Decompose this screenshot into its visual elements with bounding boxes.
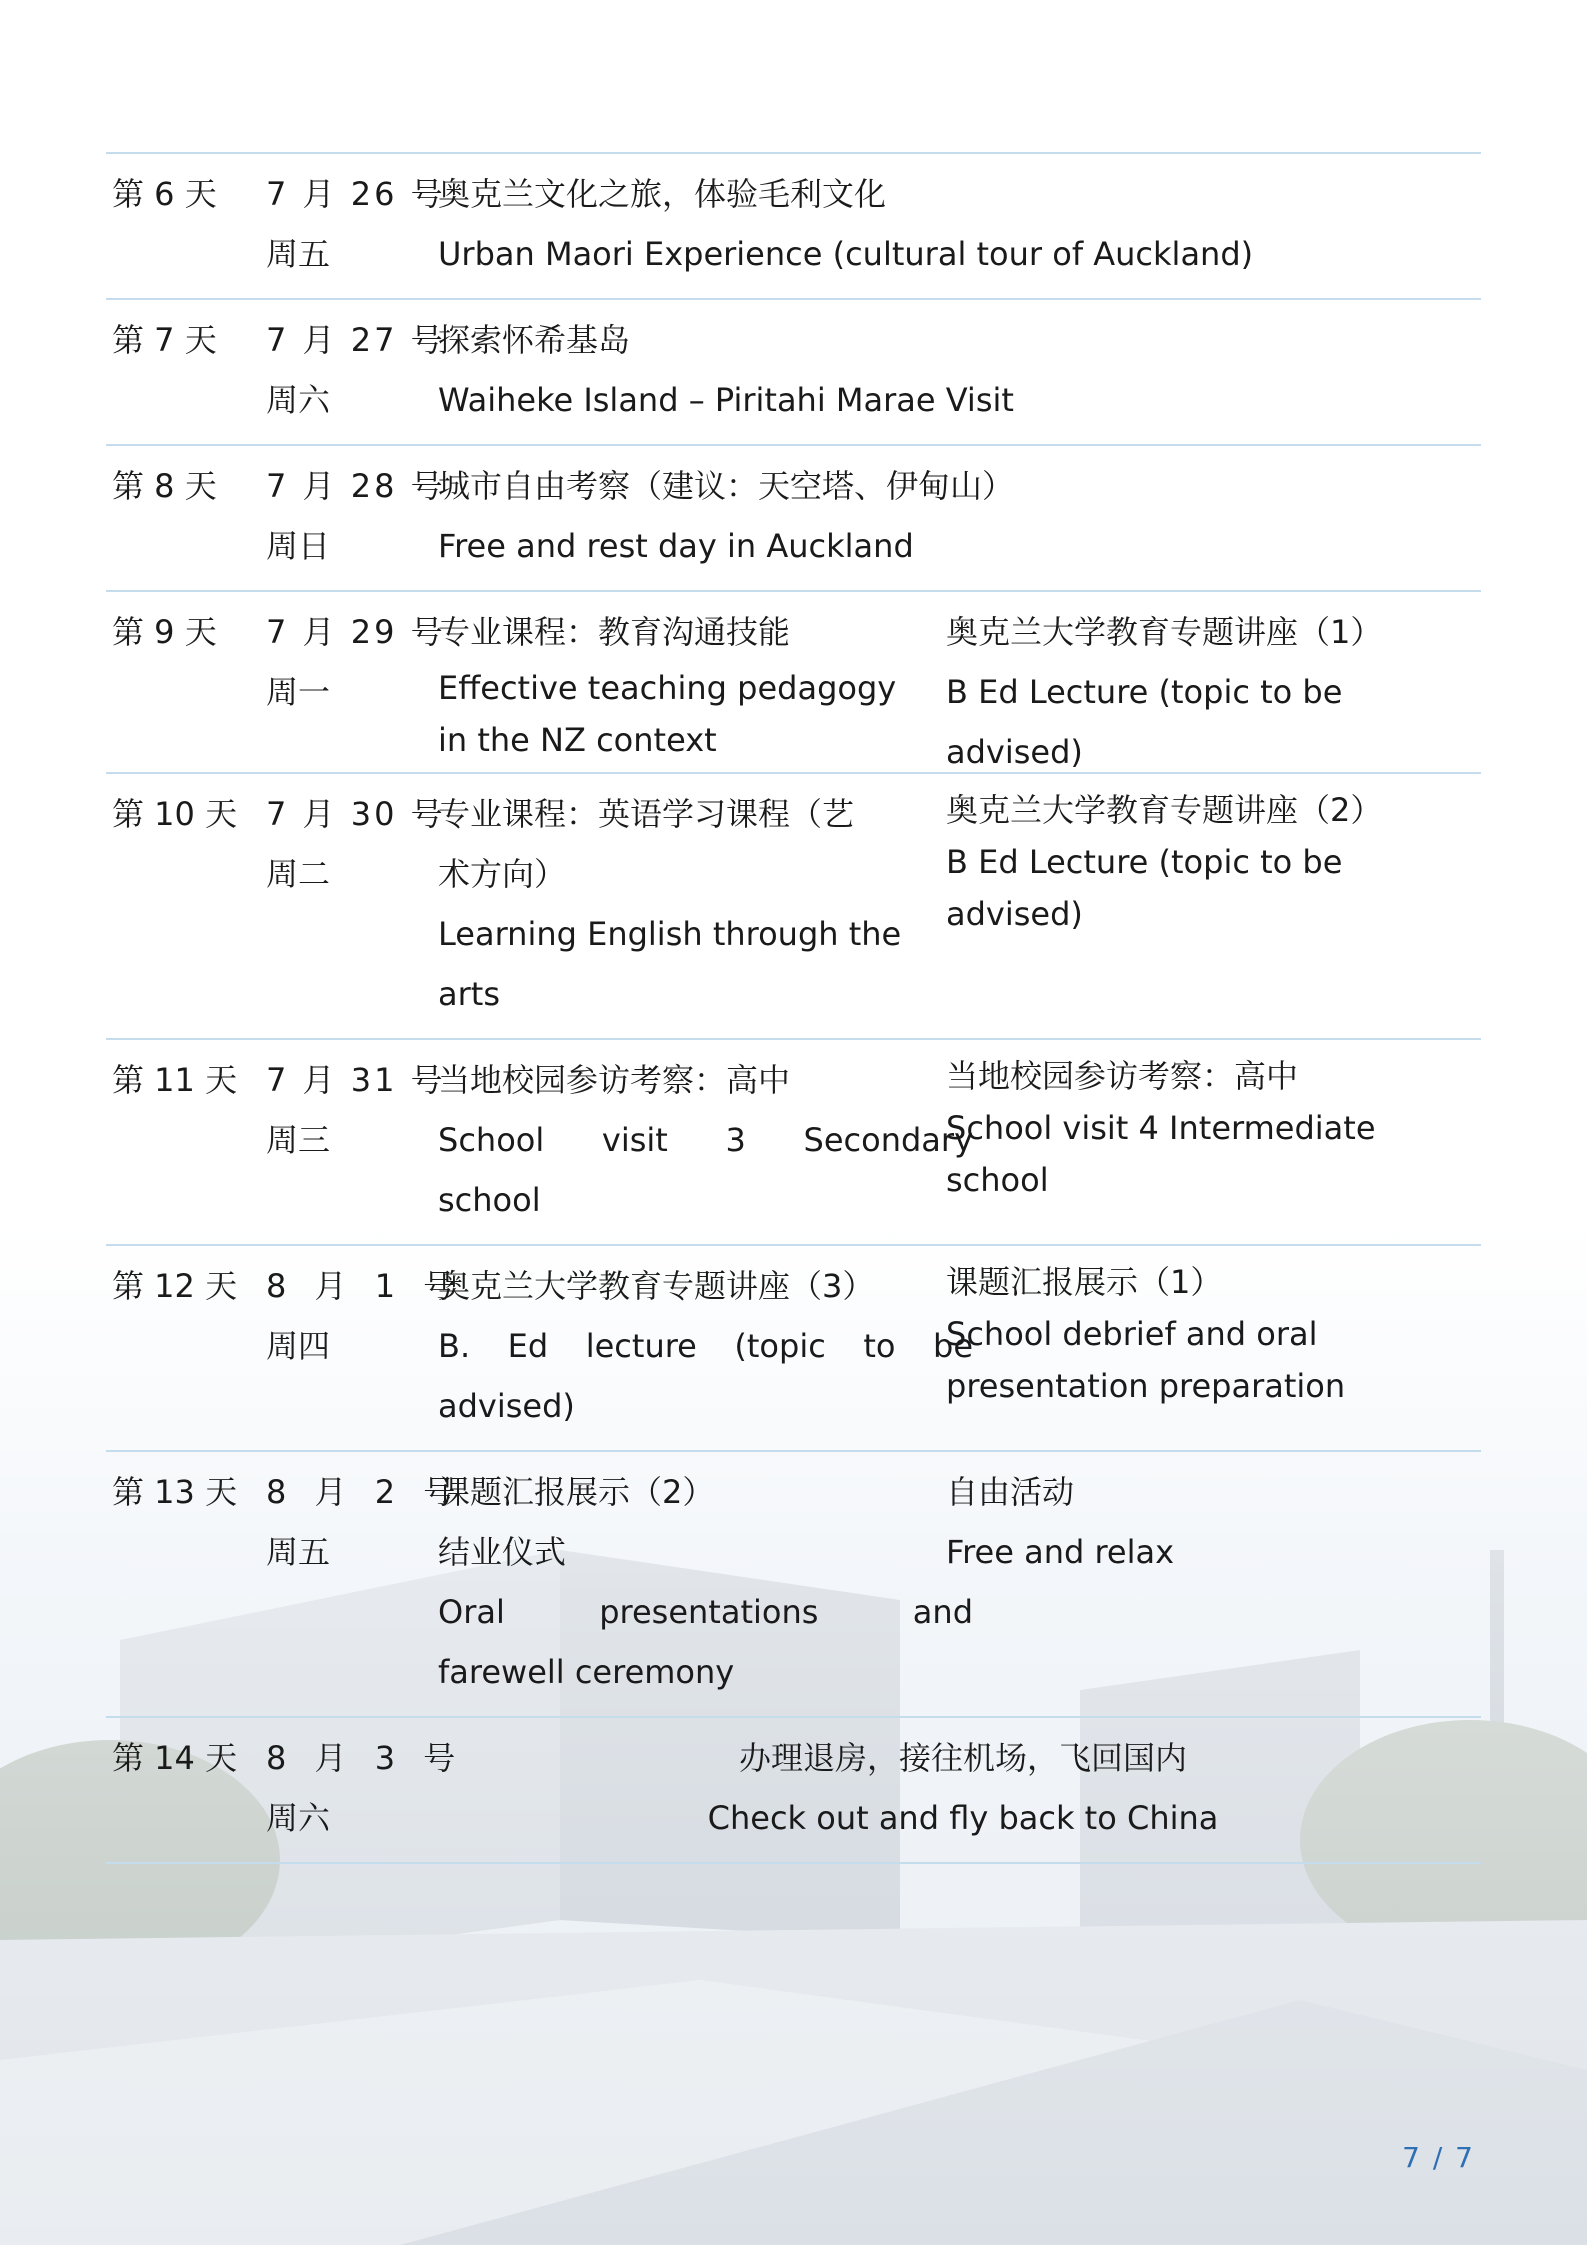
schedule-row-day-6	[106, 154, 1481, 300]
activity-line: arts	[438, 975, 500, 1013]
activity-line: Effective teaching pedagogy	[438, 669, 897, 707]
schedule-row-day-12	[106, 1246, 1481, 1452]
activity-cell-secondary	[946, 784, 1486, 933]
schedule-table	[106, 152, 1481, 1864]
activity-cell	[438, 310, 1438, 430]
activity-cell-merged	[438, 1728, 1488, 1848]
activity-line: School debrief and oral	[946, 1315, 1318, 1353]
activity-line: 自由活动	[946, 1473, 1075, 1511]
activity-line: presentation preparation	[946, 1367, 1346, 1405]
date-label: 8 月 2 号	[266, 1473, 465, 1511]
activity-cell-primary	[438, 1050, 973, 1230]
activity-cell-secondary	[946, 1256, 1486, 1412]
date-label: 8 月 3 号	[266, 1739, 465, 1777]
activity-cell-secondary	[946, 1462, 1486, 1582]
date-label: 7 月 28 号	[266, 467, 446, 505]
activity-line: School visit 4 Intermediate school	[946, 1109, 1376, 1199]
activity-line: Learning English through the	[438, 915, 902, 953]
date-label: 7 月 30 号	[266, 795, 446, 833]
day-label: 第 11 天	[112, 1061, 238, 1099]
activity-line: B Ed Lecture (topic to be advised)	[946, 673, 1343, 771]
day-label: 第 9 天	[112, 613, 217, 651]
activity-line: 当地校园参访考察：高中	[946, 1057, 1299, 1095]
weekday-label: 周四	[266, 1327, 331, 1365]
activity-line: 专业课程：教育沟通技能	[438, 613, 791, 651]
date-label: 7 月 27 号	[266, 321, 446, 359]
activity-line: farewell ceremony	[438, 1653, 735, 1691]
activity-line: 课题汇报展示（2）	[438, 1473, 715, 1511]
activity-line: Free and relax	[946, 1533, 1175, 1571]
schedule-row-day-9	[106, 592, 1481, 774]
schedule-row-day-14	[106, 1718, 1481, 1864]
activity-line: B. Ed lecture (topic to be	[438, 1327, 973, 1365]
activity-line: 奥克兰大学教育专题讲座（3）	[438, 1267, 875, 1305]
weekday-label: 周六	[266, 1799, 331, 1837]
weekday-label: 周二	[266, 855, 331, 893]
activity-line: Urban Maori Experience (cultural tour of Auckland)	[438, 235, 1254, 273]
day-label: 第 8 天	[112, 467, 217, 505]
weekday-label: 周五	[266, 235, 331, 273]
activity-line: Check out and fly back to China	[707, 1799, 1219, 1837]
date-label: 7 月 26 号	[266, 175, 446, 213]
activity-line: 奥克兰大学教育专题讲座（1）	[946, 613, 1383, 651]
date-label: 7 月 31 号	[266, 1061, 446, 1099]
activity-line: 办理退房，接往机场，飞回国内	[738, 1739, 1187, 1777]
activity-line: 城市自由考察（建议：天空塔、伊甸山）	[438, 467, 1015, 505]
activity-line: Free and rest day in Auckland	[438, 527, 914, 565]
day-label: 第 14 天	[112, 1739, 238, 1777]
weekday-label: 周五	[266, 1533, 331, 1571]
activity-line: B Ed Lecture (topic to be advised)	[946, 843, 1343, 933]
activity-line: School visit 3 Secondary	[438, 1121, 973, 1159]
activity-cell-primary	[438, 1256, 973, 1436]
activity-line: 术方向）	[438, 855, 567, 893]
activity-line: 当地校园参访考察：高中	[438, 1061, 791, 1099]
weekday-label: 周三	[266, 1121, 331, 1159]
activity-line: advised)	[438, 1387, 575, 1425]
day-label: 第 7 天	[112, 321, 217, 359]
page-number: 7 / 7	[1402, 2141, 1475, 2174]
activity-line: Waiheke Island – Piritahi Marae Visit	[438, 381, 1014, 419]
activity-cell-primary	[438, 602, 973, 766]
activity-line: 专业课程：英语学习课程（艺	[438, 795, 855, 833]
activity-cell	[438, 164, 1438, 284]
activity-line: in the NZ context	[438, 721, 717, 759]
day-label: 第 13 天	[112, 1473, 238, 1511]
weekday-label: 周一	[266, 673, 331, 711]
activity-cell	[438, 456, 1438, 576]
activity-cell-secondary	[946, 1050, 1486, 1199]
activity-cell-primary	[438, 784, 973, 1024]
activity-line: 结业仪式	[438, 1533, 567, 1571]
schedule-row-day-11	[106, 1040, 1481, 1246]
date-label: 7 月 29 号	[266, 613, 446, 651]
day-label: 第 12 天	[112, 1267, 238, 1305]
date-label: 8 月 1 号	[266, 1267, 465, 1305]
activity-line: 奥克兰大学教育专题讲座（2）	[946, 791, 1383, 829]
activity-line: Oral presentations and	[438, 1593, 973, 1631]
activity-line: school	[438, 1181, 541, 1219]
weekday-label: 周六	[266, 381, 331, 419]
activity-line: 奥克兰文化之旅，体验毛利文化	[438, 175, 887, 213]
weekday-label: 周日	[266, 527, 331, 565]
activity-line: 课题汇报展示（1）	[946, 1263, 1223, 1301]
schedule-row-day-8	[106, 446, 1481, 592]
schedule-row-day-10	[106, 774, 1481, 1040]
schedule-row-day-7	[106, 300, 1481, 446]
day-label: 第 6 天	[112, 175, 217, 213]
activity-cell-primary	[438, 1462, 973, 1702]
activity-cell-secondary	[946, 602, 1486, 771]
activity-line: 探索怀希基岛	[438, 321, 631, 359]
day-label: 第 10 天	[112, 795, 238, 833]
schedule-row-day-13	[106, 1452, 1481, 1718]
